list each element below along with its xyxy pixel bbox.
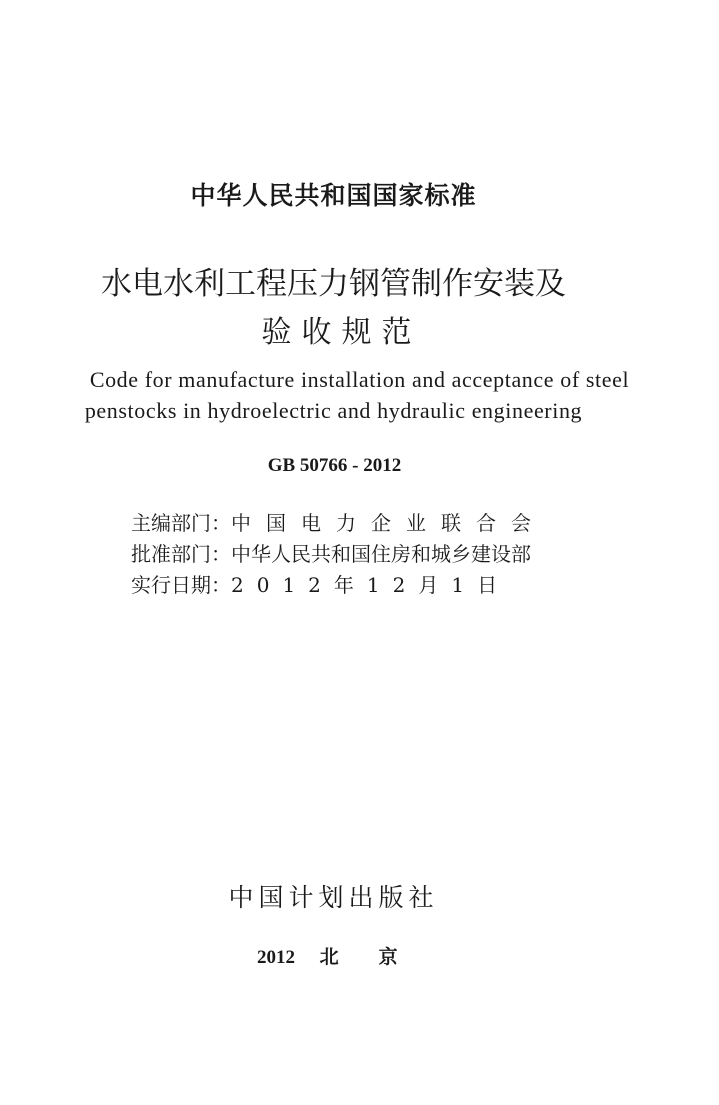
effective-date-label: 实行日期：: [131, 573, 231, 597]
title-chinese-line-2: 验收规范: [261, 315, 422, 350]
approver-value: 中华人民共和国住房和城乡建设部: [231, 542, 531, 566]
publication-year: 2012: [257, 947, 295, 968]
publication-city: 北京: [319, 946, 438, 968]
effective-date-value: 2012年12月1日: [231, 573, 511, 597]
publication-place-line: [257, 942, 438, 969]
meta-block: [131, 508, 546, 601]
title-english-line-2: penstocks in hydroelectric and hydraulic engineering: [84, 398, 583, 423]
standard-code: GB 50766 - 2012: [267, 455, 402, 476]
editor-label: 主编部门：: [131, 511, 231, 535]
editor-value: 中国电力企业联合会: [231, 511, 546, 535]
national-standard-heading: 中华人民共和国国家标准: [190, 181, 477, 210]
meta-row-approver: [131, 539, 546, 570]
meta-row-effective-date: [131, 570, 546, 601]
publisher-name: 中国计划出版社: [228, 883, 439, 912]
title-chinese-line-1: 水电水利工程压力钢管制作安装及: [101, 266, 566, 302]
approver-label: 批准部门：: [131, 542, 231, 566]
title-english-line-1: Code for manufacture installation and acceptance of steel: [89, 367, 630, 392]
meta-row-editor: [131, 508, 546, 539]
